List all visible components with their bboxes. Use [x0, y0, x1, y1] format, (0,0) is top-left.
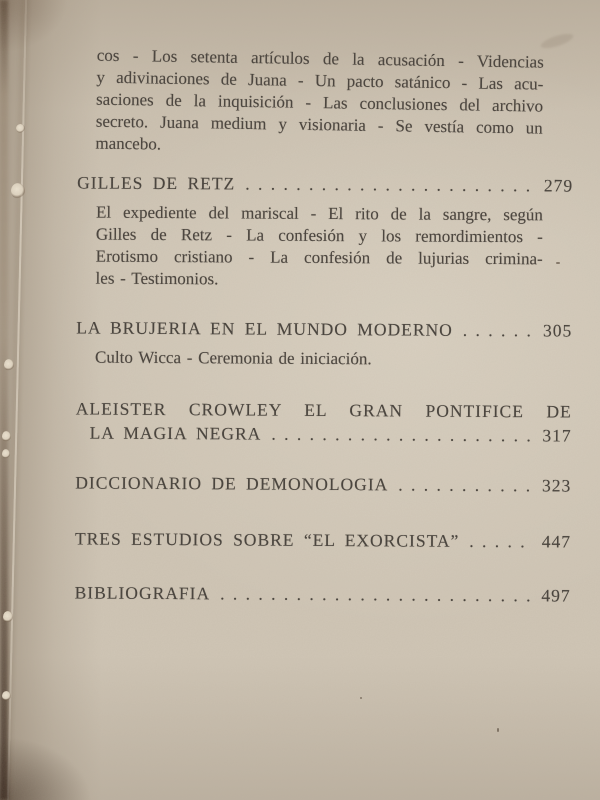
dot-leader — [220, 581, 531, 607]
toc-entry-title-line1: ALEISTER CROWLEY EL GRAN PONTIFICE DE — [75, 398, 572, 422]
toc-entry-description: Culto Wicca - Ceremonia de iniciación. — [95, 347, 372, 369]
page-number: 317 — [542, 425, 572, 446]
page-gutter-edge — [0, 0, 8, 800]
toc-entry-tres-estudios-exorcista — [75, 526, 571, 553]
toc-entry-title: GILLES DE RETZ — [77, 172, 236, 194]
paper-flaw — [16, 124, 25, 133]
toc-entry-row — [75, 580, 571, 607]
toc-entry-bibliografia — [75, 580, 571, 607]
toc-entry-row — [76, 420, 572, 447]
page-number: 279 — [543, 175, 574, 196]
toc-entry-row — [75, 526, 571, 553]
toc-entry-row — [76, 315, 572, 342]
dot-leader — [245, 172, 533, 198]
dot-leader — [398, 472, 531, 497]
toc-entry-description: El expediente del mariscal - El rito de la sangre, según Gilles de Retz - La confesión y los remordimientos - Erotismo cristiano - La confesión de lujurias crimina- les - Testimonios. — [95, 202, 544, 289]
toc-entry-aleister-crowley — [76, 396, 572, 447]
dot-leader — [463, 318, 533, 342]
paper-flaw — [3, 611, 13, 623]
toc-entry-title: LA BRUJERIA EN EL MUNDO MODERNO — [76, 317, 453, 340]
page-number: 323 — [542, 475, 572, 496]
paper-flaw — [2, 449, 10, 459]
toc-entry-brujeria-mundo-moderno — [76, 315, 572, 371]
paper-flaw — [2, 691, 11, 701]
toc-entry-row — [76, 396, 572, 423]
toc-entry-title: BIBLIOGRAFIA — [74, 582, 211, 604]
dot-leader — [469, 529, 531, 553]
paper-speck — [360, 697, 362, 699]
paper-speck — [497, 728, 499, 732]
paper-flaw — [4, 359, 14, 371]
toc-content — [75, 44, 574, 607]
page-number: 447 — [541, 531, 572, 552]
toc-continuation-paragraph: cos - Los setenta artículos de la acusación - Videncias y adivinaciones de Juana - Un pacto satánico - Las acu- saciones de la inquisición - Las conclusiones del archivo secreto. Juana medium y visionaria - Se vestía como un mancebo. — [95, 45, 544, 154]
toc-entry-title-line2: LA MAGIA NEGRA — [89, 422, 262, 444]
toc-entry-row — [75, 470, 571, 497]
gutter-crease-line — [7, 0, 28, 800]
page-number: 305 — [542, 320, 573, 341]
paper-flaw — [2, 431, 11, 442]
toc-entry-row — [77, 170, 573, 197]
dot-leader — [271, 422, 531, 448]
toc-entry-title: TRES ESTUDIOS SOBRE “EL EXORCISTA” — [74, 528, 460, 551]
page-number: 497 — [541, 585, 571, 606]
toc-entry-diccionario-demonologia — [75, 470, 571, 497]
toc-entry-title: DICCIONARIO DE DEMONOLOGIA — [75, 472, 389, 495]
paper-flaw — [11, 183, 25, 199]
toc-entry-gilles-de-retz — [77, 170, 574, 292]
